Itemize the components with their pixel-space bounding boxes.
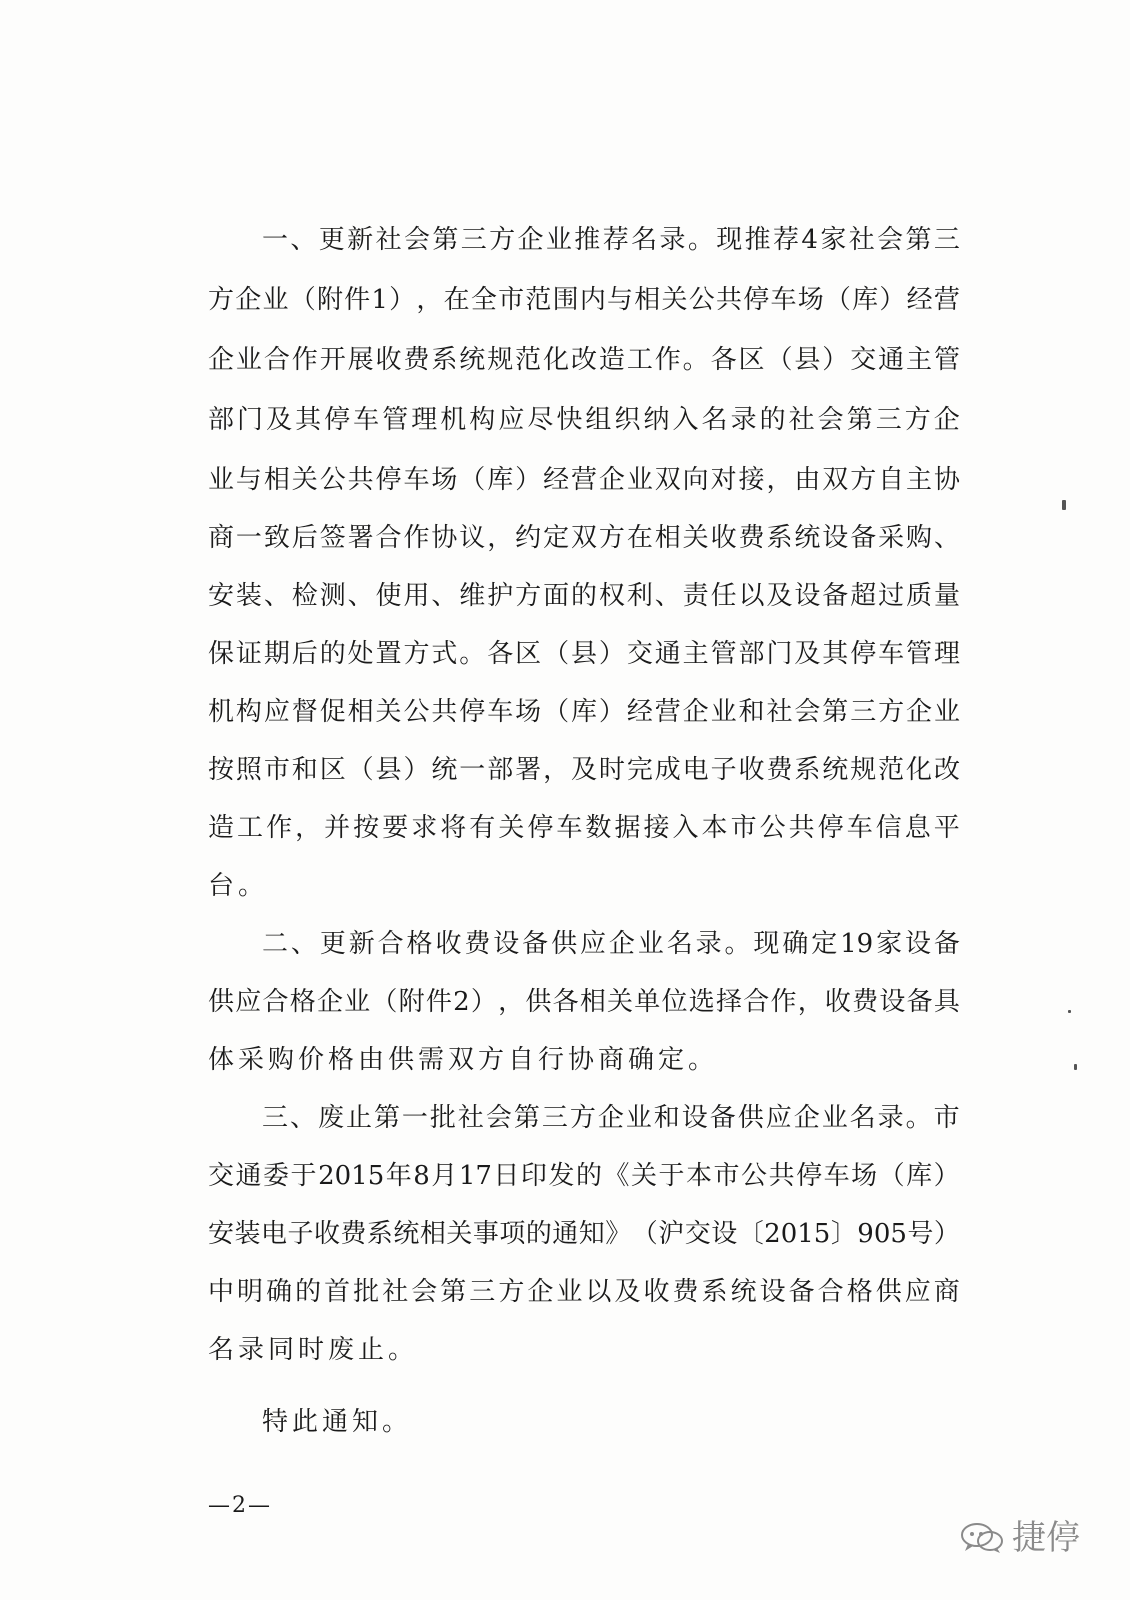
paragraph-2-line-1: 二 、 更 新 合 格 收 费 设 备 供 应 企 业 名 录 。 现 确 定 19 家 设 备 [262,929,960,959]
paragraph-1-line-6: 商 一 致 后 签 署 合 作 协 议 ， 约 定 双 方 在 相 关 收 费 系 统 设 备 采 购 、 [208,523,960,553]
page-number: —2— [208,1493,272,1518]
paragraph-1-line-7: 安 装 、 检 测 、 使 用 、 维 护 方 面 的 权 利 、 责 任 以 及 设 备 超 过 质 量 [208,581,960,611]
paragraph-1-line-3: 企 业 合 作 开 展 收 费 系 统 规 范 化 改 造 工 作 。 各 区 （ 县 ） 交 通 主 管 [208,345,960,375]
paragraph-1-line-12: 台。 [208,871,269,901]
paragraph-1-line-11: 造 工 作 ， 并 按 要 求 将 有 关 停 车 数 据 接 入 本 市 公 共 停 车 信 息 平 [208,813,960,843]
paragraph-3-line-1: 三 、 废 止 第 一 批 社 会 第 三 方 企 业 和 设 备 供 应 企 业 名 录 。 市 [262,1103,960,1133]
wechat-icon [960,1522,1004,1554]
paragraph-1-line-4: 部 门 及 其 停 车 管 理 机 构 应 尽 快 组 织 纳 入 名 录 的 社 会 第 三 方 企 [208,405,960,435]
paragraph-1-line-5: 业 与 相 关 公 共 停 车 场 （ 库 ） 经 营 企 业 双 向 对 接 ， 由 双 方 自 主 协 [208,465,960,495]
paragraph-1-line-8: 保 证 期 后 的 处 置 方 式 。 各 区 （ 县 ） 交 通 主 管 部 门 及 其 停 车 管 理 [208,639,960,669]
paragraph-3-line-5: 名录同时废止。 [208,1335,419,1365]
paragraph-3-line-2: 交 通 委 于 2015 年 8 月 17 日 印 发 的 《 关 于 本 市 公 共 停 车 场 （ 库 ） [208,1161,960,1191]
paragraph-1-line-1: 一 、 更 新 社 会 第 三 方 企 业 推 荐 名 录 。 现 推 荐 4 家 社 会 第 三 [262,225,960,255]
scan-speck [1062,500,1066,510]
paragraph-2-line-2: 供 应 合 格 企 业 （ 附 件 2 ） ， 供 各 相 关 单 位 选 择 合 作 ， 收 费 设 备 具 [208,987,960,1017]
paragraph-3-line-3: 安 装 电 子 收 费 系 统 相 关 事 项 的 通 知 》 （ 沪 交 设 〔 2015 〕 905 号 ） [208,1219,960,1249]
paragraph-1-line-2: 方 企 业 （ 附 件 1 ） ， 在 全 市 范 围 内 与 相 关 公 共 停 车 场 （ 库 ） 经 营 [208,285,960,315]
watermark-text: 捷停 [1012,1518,1080,1558]
paragraph-1-line-9: 机 构 应 督 促 相 关 公 共 停 车 场 （ 库 ） 经 营 企 业 和 社 会 第 三 方 企 业 [208,697,960,727]
scan-speck [1074,1064,1077,1070]
closing-text: 特此通知。 [262,1407,413,1437]
paragraph-2-line-3: 体采购价格由供需双方自行协商确定。 [208,1045,719,1075]
watermark [960,1518,1080,1558]
paragraph-1-line-10: 按 照 市 和 区 （ 县 ） 统 一 部 署 ， 及 时 完 成 电 子 收 费 系 统 规 范 化 改 [208,755,960,785]
paragraph-3-line-4: 中 明 确 的 首 批 社 会 第 三 方 企 业 以 及 收 费 系 统 设 备 合 格 供 应 商 [208,1277,960,1307]
scan-speck [1068,1010,1071,1013]
